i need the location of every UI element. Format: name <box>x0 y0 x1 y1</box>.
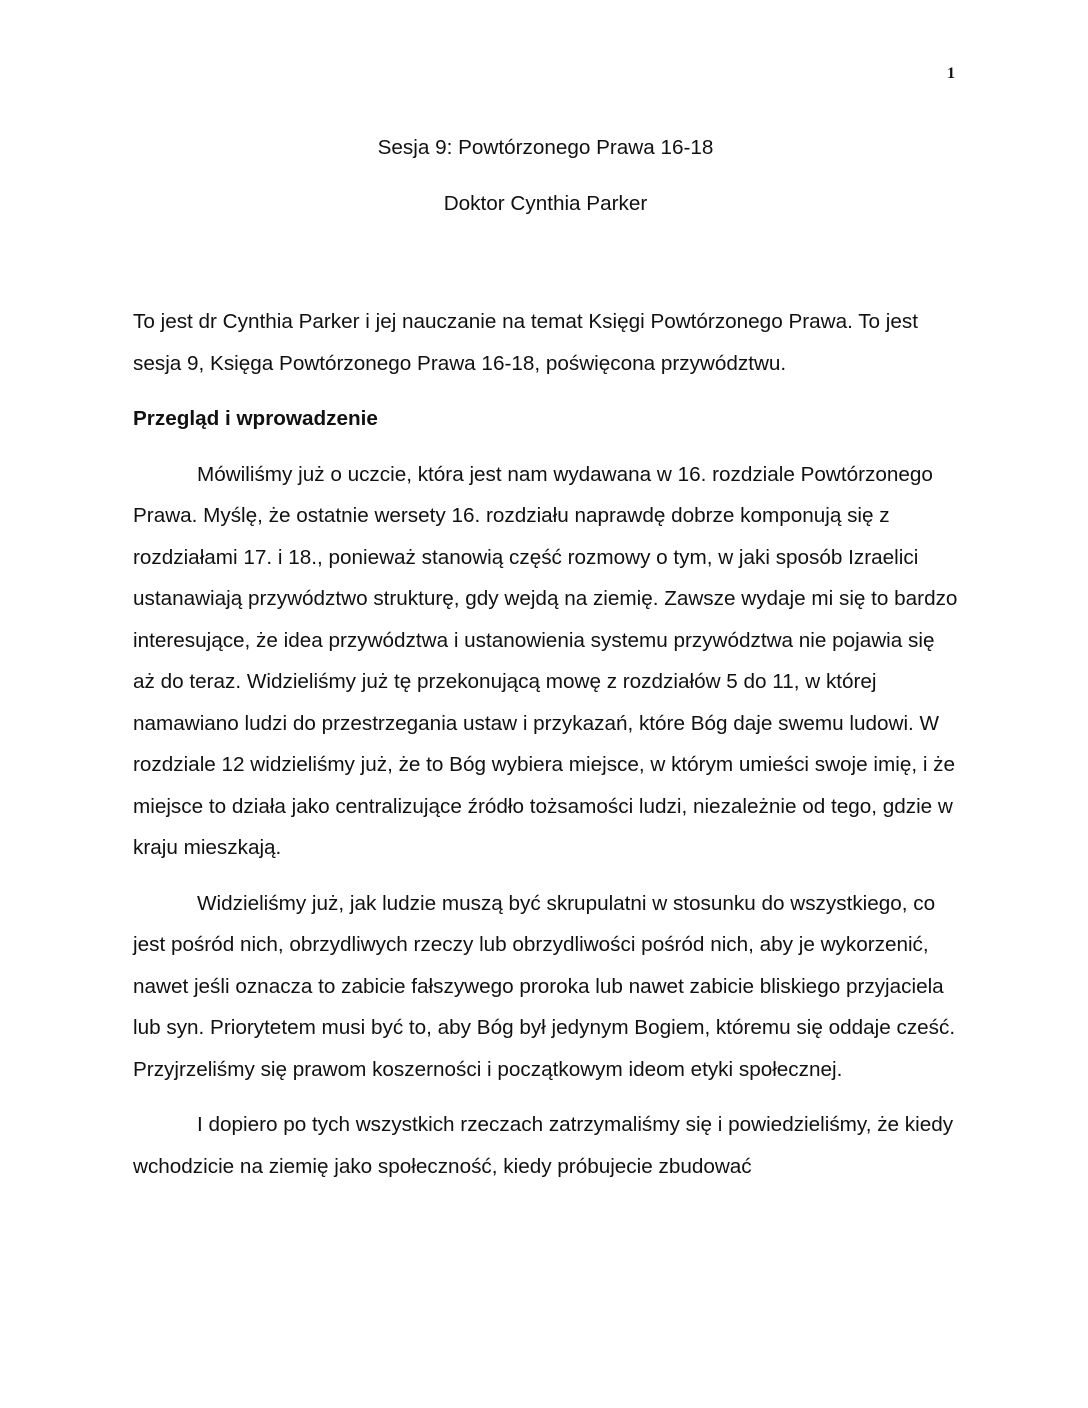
body-paragraph: I dopiero po tych wszystkich rzeczach zatrzymaliśmy się i powiedzieliśmy, że kiedy wchodzicie na ziemię jako społeczność, kiedy próbujecie zbudować <box>133 1113 954 1178</box>
document-author: Doktor Cynthia Parker <box>443 191 648 215</box>
body-paragraph: Widzieliśmy już, jak ludzie muszą być skrupulatni w stosunku do wszystkiego, co jest pośród nich, obrzydliwych rzeczy lub obrzydliwości pośród nich, aby je wykorzenić, nawet jeśli oznacza to zabicie fałszywego proroka lub nawet zabicie bliskiego przyjaciela lub syn. Priorytetem musi być to, aby Bóg był jedynym Bogiem, któremu się oddaje cześć. Przyjrzeliśmy się prawom koszerności i początkowym ideom etyki społecznej. <box>133 891 956 1081</box>
intro-paragraph: To jest dr Cynthia Parker i jej nauczanie na temat Księgi Powtórzonego Prawa. To jest sesja 9, Księga Powtórzonego Prawa 16-18, poświęcona przywództwu. <box>133 310 918 375</box>
document-title: Sesja 9: Powtórzonego Prawa 16-18 <box>377 136 714 159</box>
body-paragraph: Mówiliśmy już o uczcie, która jest nam wydawana w 16. rozdziale Powtórzonego Prawa. Myślę, że ostatnie wersety 16. rozdziału naprawdę dobrze komponują się z rozdziałami 17. i 18., ponieważ stanowią część rozmowy o tym, w jaki sposób Izraelici ustanawiają przywództwo strukturę, gdy wejdą na ziemię. Zawsze wydaje mi się to bardzo interesujące, że idea przywództwa i ustanowienia systemu przywództwa nie pojawia się aż do teraz. Widzieliśmy już tę przekonującą mowę z rozdziałów 5 do 11, w której namawiano ludzi do przestrzegania ustaw i przykazań, które Bóg daje swemu ludowi. W rozdziale 12 widzieliśmy już, że to Bóg wybiera miejsce, w którym umieści swoje imię, i że miejsce to działa jako centralizujące źródło tożsamości ludzi, niezależnie od tego, gdzie w kraju mieszkają. <box>133 462 958 859</box>
section-heading: Przegląd i wprowadzenie <box>133 407 378 430</box>
page-number: 1 <box>947 65 955 82</box>
document-content <box>133 127 958 1187</box>
